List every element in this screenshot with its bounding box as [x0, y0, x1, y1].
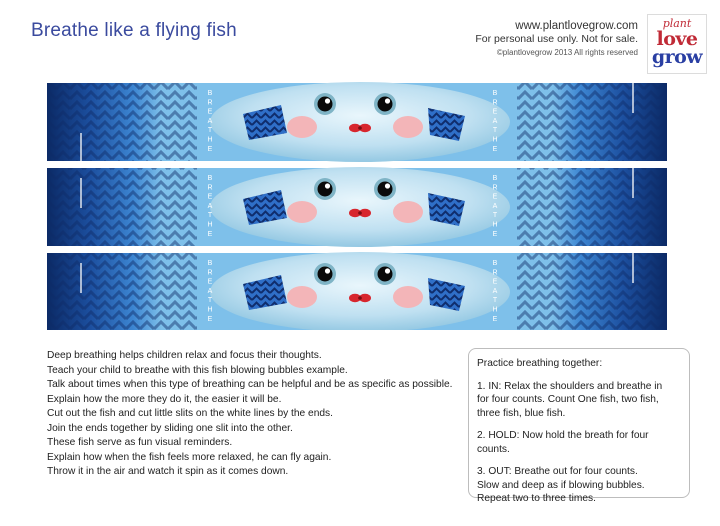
eye-pupil: [318, 267, 333, 282]
right-chevron-pattern: [517, 83, 667, 161]
description-line: Explain how when the fish feels more relaxed, he can fly again.: [47, 451, 332, 463]
eye-pupil: [378, 97, 393, 112]
breathe-letter: T: [492, 212, 498, 220]
breathe-letter: A: [492, 117, 498, 125]
step-in-line: three fish, blue fish.: [477, 407, 566, 419]
left-chevron-pattern: [47, 168, 197, 246]
description-line: These fish serve as fun visual reminders.: [47, 437, 233, 448]
breathe-letter: H: [207, 136, 213, 144]
right-cheek: [393, 116, 423, 138]
breathe-letter: B: [207, 260, 213, 267]
breathe-letter: E: [207, 193, 213, 201]
fish-strip: [47, 252, 667, 330]
left-cheek: [287, 201, 317, 223]
mouth-center: [358, 296, 362, 300]
right-chevron-pattern: [517, 168, 667, 246]
eye-highlight: [385, 268, 390, 273]
breathe-letter: B: [492, 175, 498, 182]
eye-highlight: [325, 268, 330, 273]
fish-strip: [47, 82, 667, 162]
breathe-letter: E: [492, 108, 498, 116]
left-chevron-pattern: [47, 83, 197, 161]
mouth-center: [358, 126, 362, 130]
breathe-letter: T: [207, 297, 213, 305]
breathe-letter: E: [492, 278, 498, 286]
practice-step-out: [477, 465, 681, 506]
breathe-letter: R: [207, 184, 213, 192]
step-out-line: Slow and deep as if blowing bubbles.: [477, 479, 645, 491]
breathe-letter: E: [207, 315, 213, 323]
eye-pupil: [378, 182, 393, 197]
breathe-letter: E: [492, 315, 498, 323]
breathe-letter: E: [492, 193, 498, 201]
breathe-letter: E: [207, 278, 213, 286]
left-cheek: [287, 116, 317, 138]
breathe-letter: T: [207, 127, 213, 135]
description-line: Deep breathing helps children relax and focus their thoughts.: [47, 350, 322, 361]
instructions-text: [47, 349, 457, 480]
step-out-line: Repeat two to three times.: [477, 493, 596, 504]
breathe-letter: A: [492, 287, 498, 295]
practice-step-hold: 2. HOLD: Now hold the breath for four counts.: [477, 430, 649, 455]
breathe-letter: H: [492, 221, 498, 229]
right-chevron-pattern: [517, 253, 667, 330]
step-in-line: 1. IN: Relax the shoulders and breathe in: [477, 380, 663, 392]
description-line: Talk about times when this type of breathing can be helpful and be as specific as possible.: [47, 379, 453, 390]
breathe-letter: E: [492, 145, 498, 153]
step-in-line: for four counts. Count One fish, two fish,: [477, 394, 659, 405]
breathe-letter: R: [207, 99, 213, 107]
page-title: Breathe like a flying fish: [31, 20, 237, 41]
breathe-letter: T: [207, 212, 213, 220]
breathe-letter: A: [492, 202, 498, 210]
breathe-letter: B: [207, 175, 213, 182]
eye-highlight: [325, 183, 330, 188]
eye-pupil: [318, 182, 333, 197]
right-cheek: [393, 201, 423, 223]
left-cheek: [287, 286, 317, 308]
breathe-letter: A: [207, 202, 213, 210]
breathe-letter: R: [492, 184, 498, 192]
practice-step-in: [477, 380, 681, 421]
description-line: Cut out the fish and cut little slits on the white lines by the ends.: [47, 408, 333, 419]
left-chevron-pattern: [47, 253, 197, 330]
logo-word-grow: grow: [651, 46, 703, 68]
breathe-letter: A: [207, 117, 213, 125]
description-line: Throw it in the air and watch it spin as it comes down.: [47, 466, 289, 477]
eye-pupil: [318, 97, 333, 112]
practice-box: [468, 348, 690, 504]
right-cheek: [393, 286, 423, 308]
breathe-letter: B: [207, 90, 213, 97]
breathe-letter: H: [207, 221, 213, 229]
personal-use-note: For personal use only. Not for sale.: [475, 33, 638, 45]
breathe-letter: E: [207, 145, 213, 153]
breathe-letter: E: [207, 230, 213, 238]
logo-word-plant: plant: [662, 17, 692, 30]
copyright-note: ©plantlovegrow 2013 All rights reserved: [496, 48, 638, 57]
breathe-letter: A: [207, 287, 213, 295]
breathe-letter: R: [207, 269, 213, 277]
breathe-letter: T: [492, 297, 498, 305]
breathe-letter: T: [492, 127, 498, 135]
breathe-letter: R: [492, 269, 498, 277]
fish-strip: [47, 167, 667, 247]
site-url[interactable]: www.plantlovegrow.com: [515, 20, 638, 32]
eye-highlight: [385, 98, 390, 103]
logo-word-love: love: [656, 28, 698, 50]
breathe-letter: H: [492, 306, 498, 314]
breathe-letter: H: [207, 306, 213, 314]
breathe-letter: B: [492, 90, 498, 97]
eye-highlight: [325, 98, 330, 103]
step-out-line: 3. OUT: Breathe out for four counts.: [477, 466, 638, 477]
description-line: Explain how the more they do it, the easier it will be.: [47, 393, 282, 405]
breathe-letter: E: [492, 230, 498, 238]
eye-pupil: [378, 267, 393, 282]
practice-heading: Practice breathing together:: [477, 358, 603, 369]
breathe-letter: B: [492, 260, 498, 267]
mouth-center: [358, 211, 362, 215]
description-line: Join the ends together by sliding one slit into the other.: [47, 422, 293, 434]
breathe-letter: H: [492, 136, 498, 144]
breathe-letter: E: [207, 108, 213, 116]
description-line: Teach your child to breathe with this fish blowing bubbles example.: [47, 364, 348, 376]
eye-highlight: [385, 183, 390, 188]
breathe-letter: R: [492, 99, 498, 107]
